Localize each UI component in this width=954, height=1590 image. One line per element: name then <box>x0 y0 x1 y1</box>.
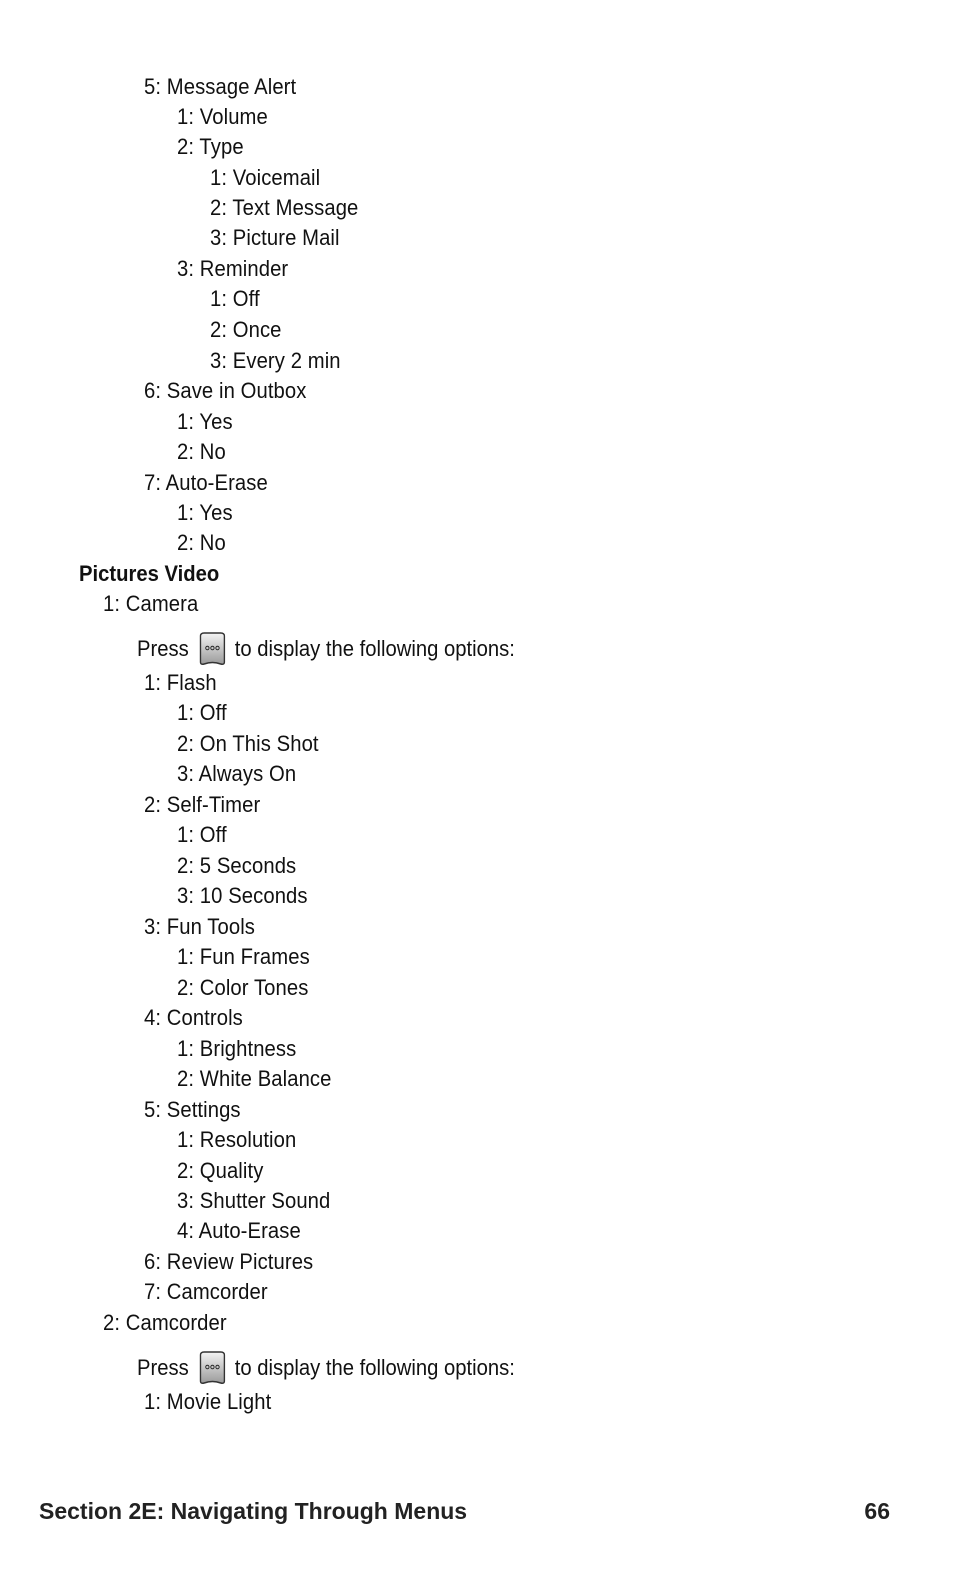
menu-item: 7: Camcorder <box>144 1279 268 1304</box>
menu-item: 3: Fun Tools <box>144 914 256 939</box>
menu-item: 1: Movie Light <box>144 1389 272 1414</box>
menu-item: 3: 10 Seconds <box>177 883 308 908</box>
menu-item: 3: Shutter Sound <box>177 1188 331 1213</box>
menu-item: 1: Resolution <box>177 1127 297 1152</box>
menu-item: 2: No <box>177 530 226 555</box>
menu-item: 6: Save in Outbox <box>144 378 307 403</box>
menu-item: 2: Camcorder <box>103 1310 227 1335</box>
menu-item: 2: Once <box>210 317 282 342</box>
press-suffix: to display the following options: <box>234 1355 515 1380</box>
menu-item: 6: Review Pictures <box>144 1249 314 1274</box>
menu-item: 1: Volume <box>177 104 268 129</box>
menu-item: 4: Controls <box>144 1005 243 1030</box>
menu-item: 1: Off <box>210 286 260 311</box>
menu-item: 7: Auto-Erase <box>144 470 268 495</box>
press-label: Press <box>137 1355 189 1380</box>
menu-item: 2: 5 Seconds <box>177 853 297 878</box>
press-label: Press <box>137 636 189 661</box>
menu-item: 2: Type <box>177 134 244 159</box>
menu-item: 1: Flash <box>144 670 217 695</box>
page-footer <box>39 1497 890 1525</box>
press-instruction-camera <box>137 631 515 667</box>
menu-item: 2: Self-Timer <box>144 792 261 817</box>
menu-item: 1: Off <box>177 700 227 725</box>
press-instruction-camcorder <box>137 1350 515 1386</box>
menu-item: 1: Yes <box>177 500 233 525</box>
section-heading-pictures-video: Pictures Video <box>79 561 220 586</box>
page-number: 66 <box>864 1498 890 1524</box>
menu-item: 5: Message Alert <box>144 74 297 99</box>
menu-item: 1: Off <box>177 822 227 847</box>
menu-item: 1: Camera <box>103 591 199 616</box>
press-suffix: to display the following options: <box>234 636 515 661</box>
menu-item: 2: Text Message <box>210 195 359 220</box>
menu-item: 2: Quality <box>177 1158 264 1183</box>
menu-item: 4: Auto-Erase <box>177 1218 301 1243</box>
menu-key-icon <box>198 631 227 667</box>
menu-item: 1: Brightness <box>177 1036 297 1061</box>
menu-item: 1: Fun Frames <box>177 944 310 969</box>
menu-item: 2: Color Tones <box>177 975 309 1000</box>
menu-item: 1: Yes <box>177 409 233 434</box>
menu-item: 3: Always On <box>177 761 297 786</box>
menu-item: 2: No <box>177 439 226 464</box>
menu-item: 3: Every 2 min <box>210 348 341 373</box>
menu-item: 2: White Balance <box>177 1066 332 1091</box>
menu-item: 1: Voicemail <box>210 165 321 190</box>
menu-item: 3: Reminder <box>177 256 289 281</box>
menu-item: 2: On This Shot <box>177 731 319 756</box>
menu-item: 5: Settings <box>144 1097 241 1122</box>
menu-key-icon <box>198 1350 227 1386</box>
menu-item: 3: Picture Mail <box>210 225 340 250</box>
footer-section-title: Section 2E: Navigating Through Menus <box>39 1498 468 1524</box>
